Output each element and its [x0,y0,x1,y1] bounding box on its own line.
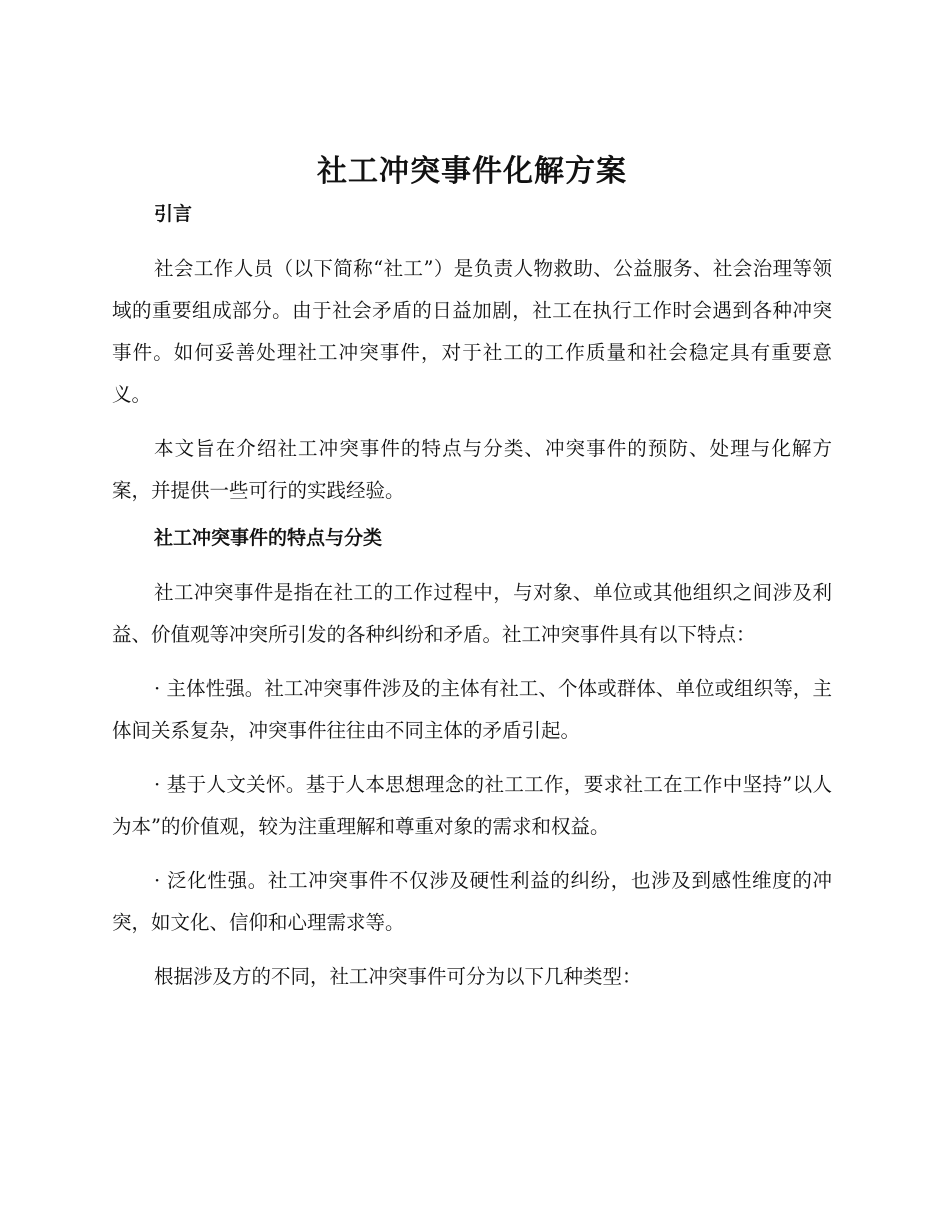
bullet-paragraph: · 主体性强。社工冲突事件涉及的主体有社工、个体或群体、单位或组织等，主体间关系复杂，冲突事件往往由不同主体的矛盾引起。 [112,677,832,742]
section-introduction [112,200,832,512]
document-title: 社工冲突事件化解方案 [317,154,627,189]
paragraph: 根据涉及方的不同，社工冲突事件可分为以下几种类型： [154,965,642,988]
bullet-paragraph: · 基于人文关怀。基于人本思想理念的社工工作，要求社工在工作中坚持”以人为本”的价值观，较为注重理解和尊重对象的需求和权益。 [112,773,832,838]
bullet-paragraph: · 泛化性强。社工冲突事件不仅涉及硬性利益的纠纷，也涉及到感性维度的冲突，如文化、信仰和心理需求等。 [112,869,832,934]
section-features-and-classification [112,524,832,998]
paragraph: 社工冲突事件是指在社工的工作过程中，与对象、单位或其他组织之间涉及利益、价值观等冲突所引发的各种纠纷和矛盾。社工冲突事件具有以下特点： [112,581,832,646]
section-heading: 引言 [154,203,193,225]
document-page [112,150,832,1010]
paragraph: 本文旨在介绍社工冲突事件的特点与分类、冲突事件的预防、处理与化解方案，并提供一些可行的实践经验。 [112,437,832,502]
section-heading: 社工冲突事件的特点与分类 [154,527,383,549]
paragraph: 社会工作人员（以下简称“社工”）是负责人物救助、公益服务、社会治理等领域的重要组成部分。由于社会矛盾的日益加剧，社工在执行工作时会遇到各种冲突事件。如何妥善处理社工冲突事件，对于社工的工作质量和社会稳定具有重要意义。 [112,257,832,406]
